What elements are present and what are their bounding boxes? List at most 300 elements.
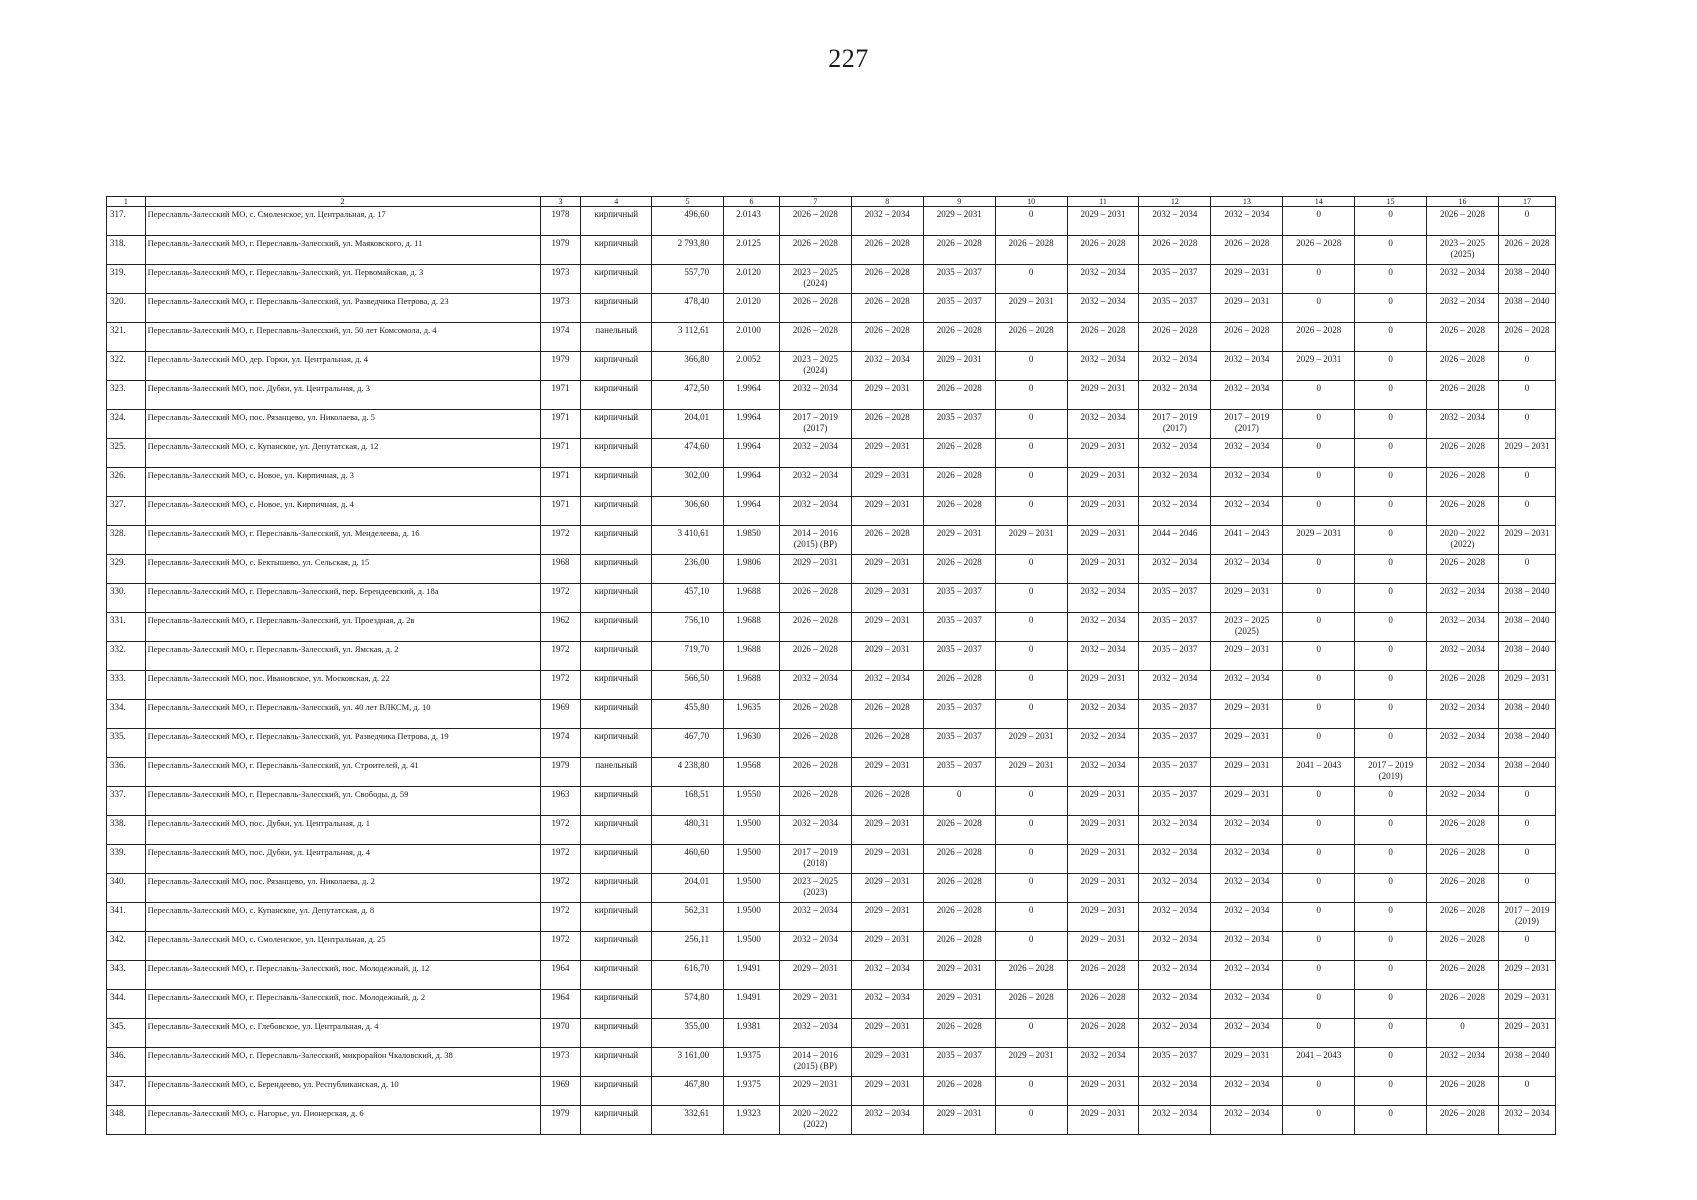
row-number-cell: 337.	[107, 787, 146, 816]
address-cell: Переславль-Залесский МО, с. Новое, ул. Кирпичная, д. 3	[145, 468, 540, 497]
wall-material-cell: кирпичный	[581, 874, 652, 903]
col16-period-cell: 2032 – 2034	[1427, 410, 1499, 439]
col12-period-cell: 2032 – 2034	[1139, 816, 1211, 845]
table-row	[107, 990, 1556, 1019]
priority-index-cell: 1.9500	[724, 932, 780, 961]
col11-period-cell: 2029 – 2031	[1067, 468, 1139, 497]
priority-index-cell: 1.9964	[724, 381, 780, 410]
col15-period-cell: 0	[1355, 874, 1427, 903]
address-cell: Переславль-Залесский МО, г. Переславль-Залесский, пос. Молодежный, д. 2	[145, 990, 540, 1019]
col12-period-cell: 2032 – 2034	[1139, 207, 1211, 236]
year-built-cell: 1971	[540, 468, 581, 497]
col14-period-cell: 0	[1283, 932, 1355, 961]
year-built-cell: 1973	[540, 1048, 581, 1077]
table-row	[107, 874, 1556, 903]
year-built-cell: 1969	[540, 700, 581, 729]
column-number-header: 14	[1283, 197, 1355, 207]
priority-index-cell: 1.9375	[724, 1077, 780, 1106]
col15-period-cell: 0	[1355, 729, 1427, 758]
priority-index-cell: 1.9500	[724, 874, 780, 903]
col13-period-cell: 2029 – 2031	[1211, 1048, 1283, 1077]
col13-period-cell: 2032 – 2034	[1211, 671, 1283, 700]
col14-period-cell: 2029 – 2031	[1283, 352, 1355, 381]
col10-period-cell: 0	[995, 1106, 1067, 1135]
address-cell: Переславль-Залесский МО, г. Переславль-Залесский, ул. 50 лет Комсомола, д. 4	[145, 323, 540, 352]
col13-period-cell: 2029 – 2031	[1211, 700, 1283, 729]
col14-period-cell: 0	[1283, 381, 1355, 410]
row-number-cell: 336.	[107, 758, 146, 787]
page-number: 227	[828, 44, 869, 73]
col10-period-cell: 0	[995, 584, 1067, 613]
row-number-cell: 338.	[107, 816, 146, 845]
year-built-cell: 1963	[540, 787, 581, 816]
table-row	[107, 787, 1556, 816]
col7-period-cell: 2026 – 2028	[779, 584, 851, 613]
wall-material-cell: кирпичный	[581, 961, 652, 990]
col13-period-cell: 2023 – 2025 (2025)	[1211, 613, 1283, 642]
total-area-cell: 460,60	[652, 845, 724, 874]
col12-period-cell: 2017 – 2019 (2017)	[1139, 410, 1211, 439]
col7-period-cell: 2032 – 2034	[779, 497, 851, 526]
address-cell: Переславль-Залесский МО, г. Переславль-Залесский, микрорайон Чкаловский, д. 38	[145, 1048, 540, 1077]
col12-period-cell: 2035 – 2037	[1139, 787, 1211, 816]
col16-period-cell: 2026 – 2028	[1427, 352, 1499, 381]
year-built-cell: 1972	[540, 932, 581, 961]
row-number-cell: 321.	[107, 323, 146, 352]
col14-period-cell: 0	[1283, 729, 1355, 758]
col8-period-cell: 2026 – 2028	[851, 323, 923, 352]
col8-period-cell: 2026 – 2028	[851, 294, 923, 323]
col17-period-cell: 2038 – 2040	[1499, 294, 1556, 323]
row-number-cell: 345.	[107, 1019, 146, 1048]
col16-period-cell: 2032 – 2034	[1427, 1048, 1499, 1077]
col12-period-cell: 2032 – 2034	[1139, 352, 1211, 381]
total-area-cell: 480,31	[652, 816, 724, 845]
col14-period-cell: 0	[1283, 816, 1355, 845]
col13-period-cell: 2032 – 2034	[1211, 1019, 1283, 1048]
table-row	[107, 265, 1556, 294]
col7-period-cell: 2032 – 2034	[779, 671, 851, 700]
col13-period-cell: 2032 – 2034	[1211, 381, 1283, 410]
col15-period-cell: 0	[1355, 294, 1427, 323]
table-row	[107, 613, 1556, 642]
col13-period-cell: 2032 – 2034	[1211, 207, 1283, 236]
total-area-cell: 756,10	[652, 613, 724, 642]
col17-period-cell: 0	[1499, 787, 1556, 816]
col9-period-cell: 2029 – 2031	[923, 207, 995, 236]
row-number-cell: 346.	[107, 1048, 146, 1077]
col13-period-cell: 2032 – 2034	[1211, 845, 1283, 874]
wall-material-cell: кирпичный	[581, 787, 652, 816]
wall-material-cell: кирпичный	[581, 1106, 652, 1135]
col14-period-cell: 0	[1283, 497, 1355, 526]
col11-period-cell: 2032 – 2034	[1067, 352, 1139, 381]
col13-period-cell: 2032 – 2034	[1211, 961, 1283, 990]
col17-period-cell: 0	[1499, 874, 1556, 903]
col10-period-cell: 0	[995, 671, 1067, 700]
col8-period-cell: 2026 – 2028	[851, 787, 923, 816]
col7-period-cell: 2026 – 2028	[779, 758, 851, 787]
col10-period-cell: 2029 – 2031	[995, 758, 1067, 787]
table-row	[107, 1048, 1556, 1077]
col10-period-cell: 0	[995, 787, 1067, 816]
priority-index-cell: 1.9964	[724, 439, 780, 468]
col8-period-cell: 2026 – 2028	[851, 236, 923, 265]
total-area-cell: 457,10	[652, 584, 724, 613]
table-row	[107, 497, 1556, 526]
col9-period-cell: 2029 – 2031	[923, 1106, 995, 1135]
year-built-cell: 1972	[540, 671, 581, 700]
col7-period-cell: 2026 – 2028	[779, 729, 851, 758]
col17-period-cell: 0	[1499, 497, 1556, 526]
col17-period-cell: 2032 – 2034	[1499, 1106, 1556, 1135]
address-cell: Переславль-Залесский МО, с. Нагорье, ул. Пионерская, д. 6	[145, 1106, 540, 1135]
col9-period-cell: 2035 – 2037	[923, 700, 995, 729]
col9-period-cell: 2029 – 2031	[923, 526, 995, 555]
address-cell: Переславль-Залесский МО, пос. Дубки, ул. Центральная, д. 3	[145, 381, 540, 410]
wall-material-cell: кирпичный	[581, 207, 652, 236]
col13-period-cell: 2026 – 2028	[1211, 236, 1283, 265]
address-cell: Переславль-Залесский МО, г. Переславль-Залесский, ул. 40 лет ВЛКСМ, д. 10	[145, 700, 540, 729]
col16-period-cell: 0	[1427, 1019, 1499, 1048]
column-number-header: 8	[851, 197, 923, 207]
priority-index-cell: 1.9500	[724, 816, 780, 845]
col15-period-cell: 0	[1355, 1019, 1427, 1048]
priority-index-cell: 1.9964	[724, 497, 780, 526]
priority-index-cell: 1.9568	[724, 758, 780, 787]
col12-period-cell: 2032 – 2034	[1139, 439, 1211, 468]
col11-period-cell: 2029 – 2031	[1067, 816, 1139, 845]
col15-period-cell: 0	[1355, 265, 1427, 294]
col11-period-cell: 2026 – 2028	[1067, 323, 1139, 352]
col11-period-cell: 2029 – 2031	[1067, 1106, 1139, 1135]
year-built-cell: 1972	[540, 816, 581, 845]
col16-period-cell: 2026 – 2028	[1427, 990, 1499, 1019]
address-cell: Переславль-Залесский МО, с. Глебовское, ул. Центральная, д. 4	[145, 1019, 540, 1048]
col16-period-cell: 2026 – 2028	[1427, 323, 1499, 352]
row-number-cell: 331.	[107, 613, 146, 642]
priority-index-cell: 1.9964	[724, 410, 780, 439]
address-cell: Переславль-Залесский МО, дер. Горки, ул. Центральная, д. 4	[145, 352, 540, 381]
table-row	[107, 439, 1556, 468]
address-cell: Переславль-Залесский МО, г. Переславль-Залесский, пос. Молодежный, д. 12	[145, 961, 540, 990]
col16-period-cell: 2026 – 2028	[1427, 874, 1499, 903]
col14-period-cell: 0	[1283, 1019, 1355, 1048]
priority-index-cell: 1.9806	[724, 555, 780, 584]
total-area-cell: 467,70	[652, 729, 724, 758]
col8-period-cell: 2029 – 2031	[851, 1077, 923, 1106]
col13-period-cell: 2032 – 2034	[1211, 1106, 1283, 1135]
col7-period-cell: 2032 – 2034	[779, 381, 851, 410]
col14-period-cell: 0	[1283, 207, 1355, 236]
priority-index-cell: 1.9491	[724, 990, 780, 1019]
total-area-cell: 472,50	[652, 381, 724, 410]
col15-period-cell: 0	[1355, 932, 1427, 961]
col10-period-cell: 0	[995, 265, 1067, 294]
total-area-cell: 3 161,00	[652, 1048, 724, 1077]
col17-period-cell: 2029 – 2031	[1499, 439, 1556, 468]
col16-period-cell: 2026 – 2028	[1427, 497, 1499, 526]
col7-period-cell: 2014 – 2016 (2015) (ВР)	[779, 1048, 851, 1077]
col13-period-cell: 2032 – 2034	[1211, 497, 1283, 526]
priority-index-cell: 1.9550	[724, 787, 780, 816]
wall-material-cell: кирпичный	[581, 555, 652, 584]
col13-period-cell: 2029 – 2031	[1211, 729, 1283, 758]
col16-period-cell: 2032 – 2034	[1427, 758, 1499, 787]
row-number-cell: 328.	[107, 526, 146, 555]
col9-period-cell: 2035 – 2037	[923, 584, 995, 613]
col15-period-cell: 0	[1355, 903, 1427, 932]
wall-material-cell: кирпичный	[581, 729, 652, 758]
col8-period-cell: 2029 – 2031	[851, 381, 923, 410]
total-area-cell: 3 112,61	[652, 323, 724, 352]
col7-period-cell: 2032 – 2034	[779, 932, 851, 961]
year-built-cell: 1964	[540, 990, 581, 1019]
col13-period-cell: 2029 – 2031	[1211, 642, 1283, 671]
col11-period-cell: 2029 – 2031	[1067, 555, 1139, 584]
row-number-cell: 327.	[107, 497, 146, 526]
col15-period-cell: 0	[1355, 613, 1427, 642]
col11-period-cell: 2032 – 2034	[1067, 265, 1139, 294]
table-row	[107, 294, 1556, 323]
column-number-header: 9	[923, 197, 995, 207]
table-row	[107, 816, 1556, 845]
col8-period-cell: 2029 – 2031	[851, 439, 923, 468]
col8-period-cell: 2032 – 2034	[851, 1106, 923, 1135]
col16-period-cell: 2026 – 2028	[1427, 961, 1499, 990]
wall-material-cell: кирпичный	[581, 236, 652, 265]
total-area-cell: 455,80	[652, 700, 724, 729]
row-number-cell: 330.	[107, 584, 146, 613]
table-row	[107, 584, 1556, 613]
table-row	[107, 700, 1556, 729]
total-area-cell: 204,01	[652, 874, 724, 903]
total-area-cell: 355,00	[652, 1019, 724, 1048]
col14-period-cell: 0	[1283, 700, 1355, 729]
col10-period-cell: 0	[995, 1019, 1067, 1048]
total-area-cell: 467,80	[652, 1077, 724, 1106]
col17-period-cell: 2038 – 2040	[1499, 613, 1556, 642]
wall-material-cell: кирпичный	[581, 381, 652, 410]
col17-period-cell: 2029 – 2031	[1499, 671, 1556, 700]
col9-period-cell: 2026 – 2028	[923, 903, 995, 932]
col13-period-cell: 2041 – 2043	[1211, 526, 1283, 555]
col7-period-cell: 2026 – 2028	[779, 787, 851, 816]
col14-period-cell: 0	[1283, 787, 1355, 816]
col11-period-cell: 2032 – 2034	[1067, 729, 1139, 758]
row-number-cell: 319.	[107, 265, 146, 294]
col17-period-cell: 2029 – 2031	[1499, 990, 1556, 1019]
col17-period-cell: 2038 – 2040	[1499, 584, 1556, 613]
priority-index-cell: 2.0120	[724, 265, 780, 294]
col9-period-cell: 2026 – 2028	[923, 1019, 995, 1048]
priority-index-cell: 1.9323	[724, 1106, 780, 1135]
priority-index-cell: 1.9850	[724, 526, 780, 555]
col13-period-cell: 2029 – 2031	[1211, 294, 1283, 323]
row-number-cell: 341.	[107, 903, 146, 932]
col10-period-cell: 2026 – 2028	[995, 990, 1067, 1019]
priority-index-cell: 2.0143	[724, 207, 780, 236]
col15-period-cell: 0	[1355, 787, 1427, 816]
total-area-cell: 496,60	[652, 207, 724, 236]
address-cell: Переславль-Залесский МО, г. Переславль-Залесский, пер. Берендеевский, д. 18а	[145, 584, 540, 613]
col8-period-cell: 2029 – 2031	[851, 874, 923, 903]
col15-period-cell: 0	[1355, 1077, 1427, 1106]
table-row	[107, 729, 1556, 758]
year-built-cell: 1973	[540, 294, 581, 323]
col10-period-cell: 0	[995, 410, 1067, 439]
priority-index-cell: 1.9500	[724, 903, 780, 932]
col12-period-cell: 2035 – 2037	[1139, 265, 1211, 294]
col8-period-cell: 2026 – 2028	[851, 729, 923, 758]
col10-period-cell: 0	[995, 874, 1067, 903]
col14-period-cell: 0	[1283, 874, 1355, 903]
wall-material-cell: кирпичный	[581, 584, 652, 613]
table-row	[107, 1077, 1556, 1106]
year-built-cell: 1972	[540, 526, 581, 555]
priority-index-cell: 2.0120	[724, 294, 780, 323]
col7-period-cell: 2026 – 2028	[779, 207, 851, 236]
col10-period-cell: 0	[995, 439, 1067, 468]
column-number-header-row	[107, 197, 1556, 207]
col10-period-cell: 0	[995, 555, 1067, 584]
col17-period-cell: 0	[1499, 555, 1556, 584]
col16-period-cell: 2032 – 2034	[1427, 729, 1499, 758]
table-row	[107, 236, 1556, 265]
year-built-cell: 1974	[540, 323, 581, 352]
col17-period-cell: 2038 – 2040	[1499, 758, 1556, 787]
col9-period-cell: 2026 – 2028	[923, 323, 995, 352]
col16-period-cell: 2032 – 2034	[1427, 642, 1499, 671]
year-built-cell: 1979	[540, 758, 581, 787]
year-built-cell: 1971	[540, 410, 581, 439]
col12-period-cell: 2026 – 2028	[1139, 236, 1211, 265]
total-area-cell: 256,11	[652, 932, 724, 961]
table-row	[107, 642, 1556, 671]
col13-period-cell: 2029 – 2031	[1211, 787, 1283, 816]
col12-period-cell: 2032 – 2034	[1139, 903, 1211, 932]
col10-period-cell: 0	[995, 1077, 1067, 1106]
col12-period-cell: 2032 – 2034	[1139, 1106, 1211, 1135]
col15-period-cell: 0	[1355, 845, 1427, 874]
col11-period-cell: 2032 – 2034	[1067, 584, 1139, 613]
col13-period-cell: 2032 – 2034	[1211, 1077, 1283, 1106]
year-built-cell: 1971	[540, 439, 581, 468]
col8-period-cell: 2029 – 2031	[851, 903, 923, 932]
col12-period-cell: 2035 – 2037	[1139, 1048, 1211, 1077]
col15-period-cell: 0	[1355, 236, 1427, 265]
year-built-cell: 1970	[540, 1019, 581, 1048]
col17-period-cell: 0	[1499, 816, 1556, 845]
wall-material-cell: кирпичный	[581, 990, 652, 1019]
total-area-cell: 236,00	[652, 555, 724, 584]
col10-period-cell: 0	[995, 207, 1067, 236]
col9-period-cell: 2026 – 2028	[923, 555, 995, 584]
total-area-cell: 332,61	[652, 1106, 724, 1135]
year-built-cell: 1972	[540, 642, 581, 671]
col12-period-cell: 2032 – 2034	[1139, 671, 1211, 700]
col8-period-cell: 2029 – 2031	[851, 555, 923, 584]
col7-period-cell: 2023 – 2025 (2023)	[779, 874, 851, 903]
col12-period-cell: 2035 – 2037	[1139, 613, 1211, 642]
col14-period-cell: 0	[1283, 671, 1355, 700]
priority-index-cell: 1.9375	[724, 1048, 780, 1077]
col15-period-cell: 0	[1355, 207, 1427, 236]
col9-period-cell: 2035 – 2037	[923, 729, 995, 758]
year-built-cell: 1972	[540, 584, 581, 613]
address-cell: Переславль-Залесский МО, г. Переславль-Залесский, ул. Маяковского, д. 11	[145, 236, 540, 265]
col17-period-cell: 0	[1499, 845, 1556, 874]
col9-period-cell: 2035 – 2037	[923, 1048, 995, 1077]
col14-period-cell: 0	[1283, 990, 1355, 1019]
address-cell: Переславль-Залесский МО, с. Купанское, ул. Депутатская, д. 8	[145, 903, 540, 932]
col15-period-cell: 0	[1355, 1048, 1427, 1077]
col17-period-cell: 0	[1499, 352, 1556, 381]
col16-period-cell: 2026 – 2028	[1427, 1077, 1499, 1106]
col10-period-cell: 0	[995, 613, 1067, 642]
col17-period-cell: 0	[1499, 207, 1556, 236]
wall-material-cell: кирпичный	[581, 352, 652, 381]
col9-period-cell: 2035 – 2037	[923, 294, 995, 323]
wall-material-cell: кирпичный	[581, 439, 652, 468]
col13-period-cell: 2032 – 2034	[1211, 903, 1283, 932]
col8-period-cell: 2032 – 2034	[851, 207, 923, 236]
col17-period-cell: 2029 – 2031	[1499, 526, 1556, 555]
column-number-header: 3	[540, 197, 581, 207]
wall-material-cell: кирпичный	[581, 642, 652, 671]
col11-period-cell: 2029 – 2031	[1067, 787, 1139, 816]
col17-period-cell: 2038 – 2040	[1499, 642, 1556, 671]
col14-period-cell: 2029 – 2031	[1283, 526, 1355, 555]
col12-period-cell: 2035 – 2037	[1139, 758, 1211, 787]
col11-period-cell: 2029 – 2031	[1067, 932, 1139, 961]
col8-period-cell: 2029 – 2031	[851, 932, 923, 961]
year-built-cell: 1964	[540, 961, 581, 990]
col10-period-cell: 2026 – 2028	[995, 961, 1067, 990]
total-area-cell: 478,40	[652, 294, 724, 323]
year-built-cell: 1971	[540, 381, 581, 410]
col16-period-cell: 2026 – 2028	[1427, 932, 1499, 961]
col8-period-cell: 2032 – 2034	[851, 671, 923, 700]
col11-period-cell: 2026 – 2028	[1067, 961, 1139, 990]
wall-material-cell: панельный	[581, 758, 652, 787]
col7-period-cell: 2029 – 2031	[779, 1077, 851, 1106]
col13-period-cell: 2032 – 2034	[1211, 932, 1283, 961]
col16-period-cell: 2032 – 2034	[1427, 265, 1499, 294]
wall-material-cell: кирпичный	[581, 1077, 652, 1106]
col13-period-cell: 2032 – 2034	[1211, 439, 1283, 468]
wall-material-cell: кирпичный	[581, 526, 652, 555]
wall-material-cell: панельный	[581, 323, 652, 352]
col16-period-cell: 2032 – 2034	[1427, 584, 1499, 613]
col15-period-cell: 0	[1355, 961, 1427, 990]
col9-period-cell: 2029 – 2031	[923, 352, 995, 381]
col15-period-cell: 0	[1355, 555, 1427, 584]
col8-period-cell: 2026 – 2028	[851, 700, 923, 729]
total-area-cell: 557,70	[652, 265, 724, 294]
priority-index-cell: 1.9500	[724, 845, 780, 874]
col17-period-cell: 0	[1499, 468, 1556, 497]
row-number-cell: 335.	[107, 729, 146, 758]
wall-material-cell: кирпичный	[581, 265, 652, 294]
total-area-cell: 306,60	[652, 497, 724, 526]
col13-period-cell: 2029 – 2031	[1211, 758, 1283, 787]
address-cell: Переславль-Залесский МО, с. Берендеево, ул. Республиканская, д. 10	[145, 1077, 540, 1106]
col11-period-cell: 2032 – 2034	[1067, 613, 1139, 642]
address-cell: Переславль-Залесский МО, с. Смоленское, ул. Центральная, д. 17	[145, 207, 540, 236]
row-number-cell: 344.	[107, 990, 146, 1019]
col16-period-cell: 2026 – 2028	[1427, 1106, 1499, 1135]
